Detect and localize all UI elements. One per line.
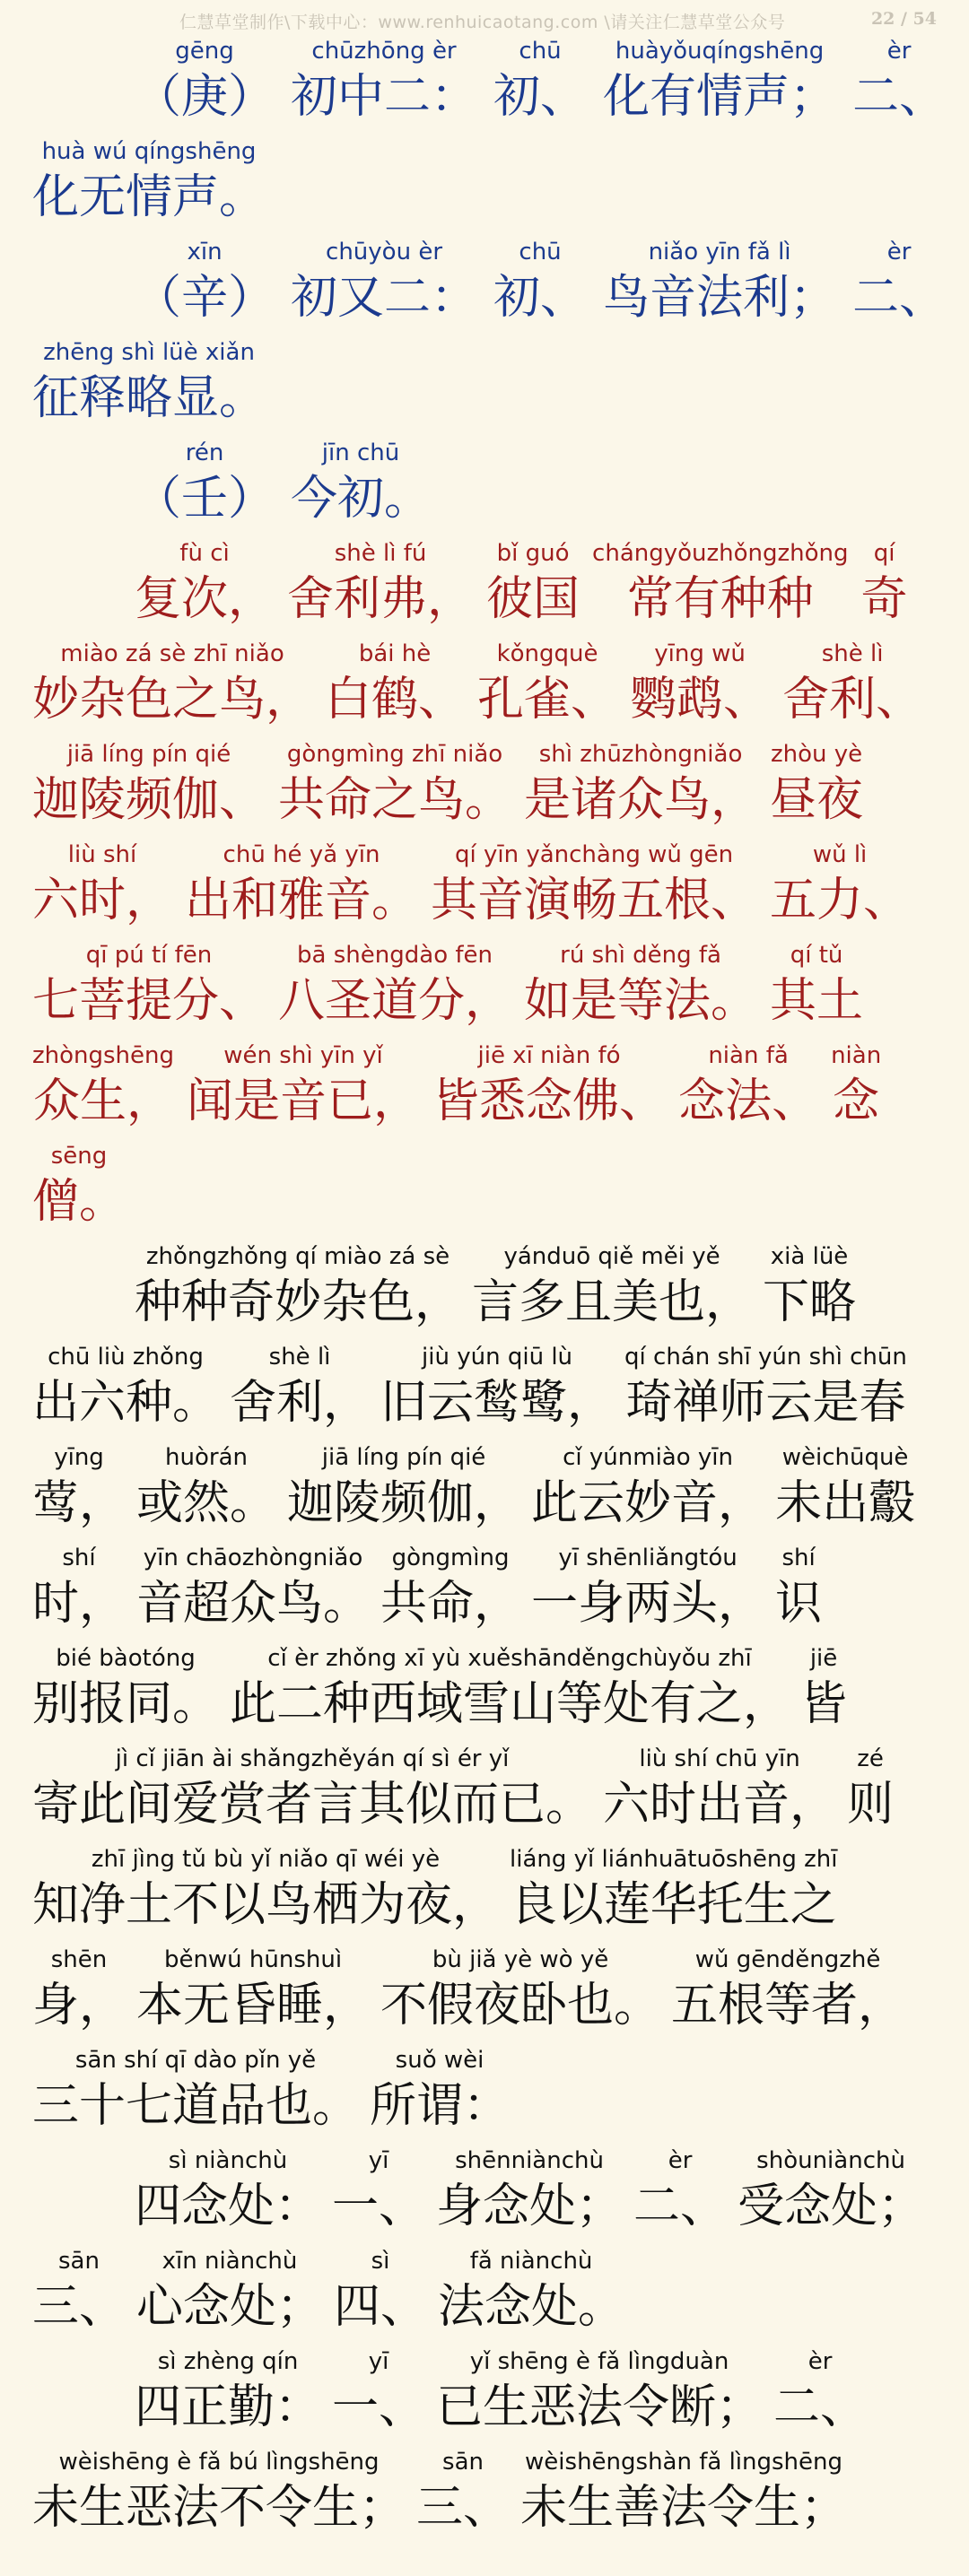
chinese-text: 彼国 [486,572,581,626]
pinyin-annotation: jiē [809,1645,838,1672]
annotated-phrase [477,639,617,739]
chinese-text: 鹦鹉、 [630,673,771,727]
annotated-phrase [671,1945,904,2045]
chinese-text: 如是等法。 [524,974,758,1028]
annotated-phrase [332,2145,425,2246]
annotated-phrase [278,739,511,840]
chinese-text: 昼夜 [770,773,864,827]
chinese-text: （辛） [135,271,275,325]
pinyin-annotation: zhòu yè [770,741,863,768]
scripture-text-body [0,36,969,2547]
annotated-phrase [32,337,266,438]
pinyin-annotation: bǐ guó [496,540,570,567]
chinese-text: 一、 [332,2380,426,2434]
annotated-phrase [770,940,863,1040]
chinese-text: 二、 [633,2180,728,2233]
chinese-text: 已生恶法令断； [436,2380,764,2434]
chinese-text: 七菩提分、 [32,974,266,1028]
chinese-text: 出和雅音。 [185,874,419,927]
chinese-text: 其音演畅五根、 [431,874,758,927]
annotated-phrase [32,1442,126,1543]
annotated-phrase [136,1543,370,1643]
pinyin-annotation: qí chán shī yún shì chūn [624,1344,907,1371]
annotated-phrase [486,538,580,639]
pinyin-annotation: fǎ niànchù [469,2248,593,2275]
pinyin-annotation: liáng yǐ liánhuātuōshēng zhī [510,1846,838,1873]
annotated-phrase [775,1543,822,1643]
annotated-phrase [32,1643,219,1744]
annotated-phrase [524,940,757,1040]
annotated-phrase [136,2246,323,2346]
pinyin-annotation: kǒngquè [496,640,598,667]
pinyin-annotation: shè lì [821,640,884,667]
chinese-text: 皆悉念佛、 [432,1075,667,1128]
text-line [0,438,969,538]
annotated-phrase [32,1342,219,1442]
text-line [0,639,969,739]
chinese-text: 六时出音， [603,1778,837,1832]
chinese-text: 未出鷇 [775,1476,916,1530]
chinese-text: 四、 [334,2280,428,2334]
annotated-phrase [32,739,266,840]
pinyin-annotation: shēn [50,1946,108,1973]
annotated-phrase [32,1543,126,1643]
annotated-phrase [416,2447,510,2547]
pinyin-annotation: chū [519,239,562,265]
text-line [0,2246,969,2346]
pinyin-annotation: wèishēng è fǎ bú lìngshēng [58,2449,380,2476]
pinyin-annotation: wǔ lì [812,841,868,868]
chinese-text: 四念处： [135,2180,322,2233]
pinyin-annotation: xià lüè [770,1243,849,1270]
chinese-text: 化无情声。 [32,170,266,224]
annotated-phrase [831,1040,881,1141]
annotated-phrase [32,1040,174,1141]
chinese-text: 受念处； [738,2180,925,2233]
chinese-text: 念法、 [678,1075,819,1128]
annotated-phrase [230,1643,790,1744]
annotated-phrase [185,840,418,940]
annotated-phrase [32,1744,592,1844]
pinyin-annotation: liù shí [67,841,137,868]
pinyin-annotation: cǐ èr zhǒng xī yù xuěshānděngchùyǒu zhī [267,1645,752,1672]
pinyin-annotation: zhòngshēng [32,1042,175,1069]
text-line [0,1945,969,2045]
chinese-text: 一、 [332,2180,426,2233]
annotated-phrase [291,438,431,538]
chinese-text: 琦禅师云是春 [625,1376,906,1430]
pinyin-annotation: jiù yún qiū lù [422,1344,573,1371]
pinyin-annotation: suǒ wèi [395,2047,484,2074]
annotated-phrase [32,2246,126,2346]
annotated-phrase [32,840,172,940]
annotated-phrase [770,739,863,840]
pinyin-annotation: liù shí chū yīn [639,1745,800,1772]
annotated-phrase [135,36,275,136]
chinese-text: 下略 [763,1275,857,1329]
annotated-phrase [847,1744,894,1844]
pinyin-annotation: niàn [831,1042,882,1069]
text-line [0,538,969,639]
text-line [0,739,969,840]
pinyin-annotation: qí yīn yǎnchàng wǔ gēn [454,841,734,868]
chinese-text: 僧。 [32,1175,127,1229]
annotated-phrase [32,1844,499,1945]
chinese-text: 法念处。 [438,2280,625,2334]
text-line [0,2145,969,2246]
chinese-text: 此云妙音， [531,1476,765,1530]
annotated-phrase [287,538,474,639]
annotated-phrase [738,2145,924,2246]
chinese-text: 孔雀、 [477,673,618,727]
chinese-text: 八圣道分， [278,974,512,1028]
chinese-text: 寄此间爱赏者言其似而已。 [32,1778,593,1832]
pinyin-annotation: sì niànchù [168,2147,288,2174]
annotated-phrase [380,1543,520,1643]
pinyin-annotation: shè lì fú [334,540,427,567]
chinese-text: 言多且美也， [472,1275,753,1329]
annotated-phrase [135,1241,461,1342]
annotated-phrase [520,2447,847,2547]
annotated-phrase [524,739,757,840]
chinese-text: 共命， [380,1577,521,1631]
chinese-text: 旧云鹙鹭， [380,1376,615,1430]
text-line [0,1241,969,1342]
annotated-phrase [32,1141,126,1241]
chinese-text: 未生善法令生； [520,2481,848,2535]
chinese-text: 念 [833,1075,880,1128]
chinese-text: 共命之鸟。 [278,773,512,827]
pinyin-annotation: sì [371,2248,390,2275]
chinese-text: 六时， [32,874,173,927]
annotated-phrase [603,237,836,337]
annotated-phrase [531,1442,764,1543]
chinese-text: 良以莲华托生之 [510,1878,837,1932]
annotated-phrase [135,538,275,639]
annotated-phrase [32,2045,359,2145]
pinyin-annotation: zé [857,1745,884,1772]
chinese-text: 识 [775,1577,823,1631]
annotated-phrase [510,1844,837,1945]
pinyin-annotation: qí [873,540,895,567]
pinyin-annotation: zhǒngzhǒng qí miào zá sè [145,1243,450,1270]
annotated-phrase [136,1945,370,2045]
pinyin-annotation: chū liù zhǒng [48,1344,204,1371]
annotated-phrase [431,840,757,940]
chinese-text: 不假夜卧也。 [380,1979,661,2032]
chinese-text: 心念处； [136,2280,324,2334]
pinyin-annotation: wén shì yīn yǐ [223,1042,383,1069]
chinese-text: 未生恶法不令生； [32,2481,406,2535]
pinyin-annotation: cǐ yúnmiào yīn [563,1444,733,1471]
pinyin-annotation: yīng wǔ [654,640,746,667]
annotated-phrase [32,2447,406,2547]
annotated-phrase [763,1241,856,1342]
pinyin-annotation: rú shì děng fǎ [560,942,721,969]
pinyin-annotation: qí tǔ [790,942,843,969]
pinyin-annotation: chū hé yǎ yīn [223,841,380,868]
watermark-text: 仁慧草堂制作\下载中心：www.renhuicaotang.com \请关注仁慧草堂公众号 [179,13,786,32]
chinese-text: 音超众鸟。 [136,1577,371,1631]
pinyin-annotation: jiā líng pín qié [321,1444,486,1471]
annotated-phrase [332,2346,425,2447]
text-line [0,237,969,337]
chinese-text: 其土 [770,974,864,1028]
text-line [0,2447,969,2547]
annotated-phrase [852,237,946,337]
pinyin-annotation: miào zá sè zhī niǎo [60,640,284,667]
chinese-text: 初又二： [291,271,478,325]
pinyin-annotation: yī shēnliǎngtóu [558,1545,738,1571]
pinyin-annotation: yī [368,2348,389,2375]
annotated-phrase [187,1040,420,1141]
pinyin-annotation: huàyǒuqíngshēng [615,38,825,65]
chinese-text: 一身两头， [531,1577,765,1631]
pinyin-annotation: bié bàotóng [56,1645,196,1672]
chinese-text: 二、 [773,2380,868,2434]
chinese-text: 别报同。 [32,1677,220,1731]
annotated-phrase [800,1643,847,1744]
pinyin-annotation: shè lì [268,1344,331,1371]
annotated-phrase [603,36,836,136]
annotated-phrase [32,1945,126,2045]
pinyin-annotation: xīn [187,239,223,265]
pinyin-annotation: shēnniànchù [455,2147,604,2174]
text-line [0,940,969,1040]
chinese-text: 是诸众鸟， [524,773,758,827]
chinese-text: 本无昏睡， [136,1979,371,2032]
pinyin-annotation: chūzhōng èr [311,38,457,65]
pinyin-annotation: shí [62,1545,96,1571]
chinese-text: 化有情声； [603,70,837,124]
chinese-text: 身， [32,1979,127,2032]
annotated-phrase [852,36,946,136]
pinyin-annotation: huà wú qíngshēng [41,138,257,165]
text-line [0,1342,969,1442]
annotated-phrase [135,2145,321,2246]
chinese-text: 或然。 [136,1476,277,1530]
text-line [0,337,969,438]
text-line [0,1040,969,1141]
annotated-phrase [531,1543,764,1643]
pinyin-annotation: wèichūquè [781,1444,909,1471]
chinese-text: 舍利、 [782,673,923,727]
pinyin-annotation: xīn niànchù [162,2248,298,2275]
pinyin-annotation: yǐ shēng è fǎ lìngduàn [469,2348,729,2375]
chinese-text: 所谓： [370,2079,511,2133]
text-line [0,36,969,136]
pinyin-annotation: bā shèngdào fēn [297,942,493,969]
chinese-text: 舍利弗， [287,572,475,626]
chinese-text: 四正勤： [135,2380,322,2434]
text-line [0,1141,969,1241]
pinyin-annotation: zhī jìng tǔ bù yǐ niǎo qī wéi yè [91,1846,441,1873]
chinese-text: 征释略显。 [32,371,266,425]
page-header [0,5,969,36]
annotated-phrase [633,2145,727,2246]
annotated-phrase [775,1442,915,1543]
annotated-phrase [136,1442,276,1543]
annotated-phrase [32,639,312,739]
chinese-text: 常有种种 [626,572,814,626]
chinese-text: （庚） [135,70,275,124]
chinese-text: 二、 [852,70,947,124]
annotated-phrase [624,1342,907,1442]
annotated-phrase [782,639,922,739]
chinese-text: （壬） [135,472,275,526]
pinyin-annotation: shí [781,1545,816,1571]
pinyin-annotation: gēng [175,38,234,65]
annotated-phrase [773,2346,867,2447]
pinyin-annotation: chūyòu èr [326,239,443,265]
text-line [0,2045,969,2145]
chinese-text: 三十七道品也。 [32,2079,360,2133]
chinese-text: 五力、 [770,874,911,927]
pinyin-annotation: chū [519,38,562,65]
chinese-text: 则 [847,1778,895,1832]
pinyin-annotation: gòngmìng [391,1545,510,1571]
chinese-text: 白鹤、 [325,673,466,727]
chinese-text: 知净土不以鸟栖为夜， [32,1878,500,1932]
chinese-text: 身念处； [436,2180,624,2233]
pinyin-annotation: èr [886,38,912,65]
chinese-text: 舍利， [230,1376,371,1430]
text-line [0,1844,969,1945]
pinyin-annotation: jì cǐ jiān ài shǎngzhěyán qí sì ér yǐ [115,1745,510,1772]
text-line [0,136,969,237]
annotated-phrase [32,136,266,237]
annotated-phrase [770,840,910,940]
chinese-text: 种种奇妙杂色， [135,1275,462,1329]
chinese-text: 皆 [800,1677,848,1731]
annotated-phrase [436,2346,763,2447]
chinese-text: 此二种西域雪山等处有之， [230,1677,790,1731]
pinyin-annotation: rén [185,439,224,466]
pinyin-annotation: yīng [54,1444,104,1471]
pinyin-annotation: chángyǒuzhǒngzhǒng [592,540,849,567]
chinese-text: 众生， [33,1075,174,1128]
pinyin-annotation: shòuniànchù [756,2147,905,2174]
pinyin-annotation: sān [442,2449,484,2476]
pinyin-annotation: jīn chū [321,439,400,466]
chinese-text: 迦陵频伽、 [32,773,266,827]
pinyin-annotation: gòngmìng zhī niǎo [286,741,503,768]
annotated-phrase [291,237,477,337]
chinese-text: 妙杂色之鸟， [32,673,313,727]
chinese-text: 三、 [416,2481,511,2535]
annotated-phrase [603,1744,836,1844]
chinese-text: 莺， [32,1476,127,1530]
pinyin-annotation: èr [808,2348,833,2375]
chinese-text: 鸟音法利； [603,271,837,325]
chinese-text: 五根等者， [671,1979,905,2032]
text-line [0,1643,969,1744]
chinese-text: 时， [32,1577,127,1631]
annotated-phrase [291,36,477,136]
pinyin-annotation: sān shí qī dào pǐn yě [74,2047,317,2074]
annotated-phrase [380,1945,660,2045]
pinyin-annotation: yánduō qiě měi yě [503,1243,720,1270]
annotated-phrase [678,1040,818,1141]
pinyin-annotation: bái hè [358,640,432,667]
annotated-phrase [325,639,465,739]
text-line [0,840,969,940]
pinyin-annotation: niàn fǎ [708,1042,789,1069]
chinese-text: 三、 [32,2280,127,2334]
chinese-text: 出六种。 [32,1376,220,1430]
annotated-phrase [230,1342,370,1442]
annotated-phrase [592,538,849,639]
annotated-phrase [135,2346,321,2447]
pinyin-annotation: jiē xī niàn fó [477,1042,621,1069]
pinyin-annotation: bù jiǎ yè wò yě [432,1946,609,1973]
annotated-phrase [436,2145,623,2246]
page-number: 22 / 54 [870,9,937,29]
pinyin-annotation: huòrán [165,1444,248,1471]
pinyin-annotation: zhēng shì lüè xiǎn [43,339,255,366]
annotated-phrase [380,1342,614,1442]
chinese-text: 初、 [493,70,588,124]
annotated-phrase [493,237,587,337]
text-line [0,1543,969,1643]
annotated-phrase [287,1442,520,1543]
text-line [0,2346,969,2447]
annotated-phrase [432,1040,666,1141]
pinyin-annotation: sēng [50,1143,108,1170]
chinese-text: 今初。 [291,472,432,526]
pinyin-annotation: wèishēngshàn fǎ lìngshēng [525,2449,843,2476]
pinyin-annotation: jiā líng pín qié [66,741,231,768]
chinese-text: 复次， [135,572,275,626]
chinese-text: 初、 [493,271,588,325]
annotated-phrase [438,2246,624,2346]
annotated-phrase [135,237,275,337]
pinyin-annotation: niǎo yīn fǎ lì [648,239,791,265]
annotated-phrase [135,438,275,538]
annotated-phrase [861,538,908,639]
pinyin-annotation: yīn chāozhòngniǎo [143,1545,363,1571]
annotated-phrase [472,1241,752,1342]
pinyin-annotation: èr [668,2147,693,2174]
pinyin-annotation: yī [368,2147,389,2174]
text-line [0,1442,969,1543]
chinese-text: 奇 [860,572,908,626]
pinyin-annotation: fù cì [179,540,230,567]
annotated-phrase [32,940,266,1040]
pinyin-annotation: sān [58,2248,100,2275]
pinyin-annotation: shì zhūzhòngniǎo [538,741,743,768]
chinese-text: 二、 [852,271,947,325]
pinyin-annotation: qī pú tí fēn [85,942,213,969]
annotated-phrase [493,36,587,136]
chinese-text: 初中二： [291,70,478,124]
annotated-phrase [370,2045,510,2145]
annotated-phrase [334,2246,427,2346]
annotated-phrase [278,940,511,1040]
pinyin-annotation: běnwú hūnshuì [163,1946,343,1973]
pinyin-annotation: èr [886,239,912,265]
pinyin-annotation: sì zhèng qín [157,2348,299,2375]
text-line [0,1744,969,1844]
annotated-phrase [630,639,770,739]
pinyin-annotation: wǔ gēnděngzhě [694,1946,881,1973]
chinese-text: 迦陵频伽， [287,1476,521,1530]
chinese-text: 闻是音已， [187,1075,421,1128]
